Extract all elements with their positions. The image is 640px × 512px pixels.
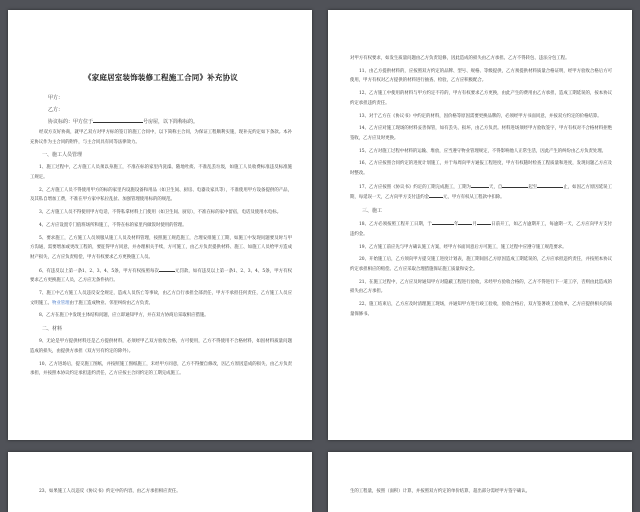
clause-17-mid: 天，自: [488, 184, 503, 190]
clause-12: 12、乙方施工中使用的材料与甲方约定不符的，甲方有权要求乙方更换，由此产生的费用由乙方承担，造成工期延误的，按本协议约定承担违约责任。: [350, 91, 612, 106]
clause-15: 15、乙方对施工过程中材料的运输、堆放，应当遵守物业管理规定，不得影响他人正常生活，因此产生的纠纷由乙方负责处理。: [359, 148, 607, 154]
contract-title: 《家庭居室装饰装修工程施工合同》补充协议: [84, 73, 238, 82]
party-b-label: 乙方：: [48, 107, 64, 113]
section-heading-3: 三、施工: [362, 208, 383, 215]
day-label-text: 日前开工，如乙方逾期开工，每逾期一天，乙方应向甲方支付违约金。: [350, 222, 612, 237]
clause-7-text: 7、施工中乙方施工人员违反安全规定，造成人员伤亡等事故，由乙方自行承担全部责任，甲方不承担任何责任，乙方施工人员应文明施工。: [30, 291, 292, 306]
year-blank: [432, 219, 454, 225]
start-date-blank: [502, 182, 528, 188]
clause-6-mid: 元罚款，如有违反以上第一条1、2、3、4、5: [174, 268, 266, 274]
end-date-blank: [537, 182, 563, 188]
clause-17-pre: 17、乙方应按照《协议书》约定的工期完成施工，工期为: [359, 184, 471, 190]
clause-7-tail: 由于施工造成物业、邻里纠纷由乙方负责。: [69, 300, 153, 306]
clause-21: 21、在施工过程中，乙方应及时通知甲方对隐蔽工程进行验收，未经甲方验收合格的，乙方不得进行下一道工序，否则由此造成的损失由乙方承担。: [350, 279, 612, 295]
clause-6-post: 条，甲方有权要求乙方更换施工人员，乙方应无条件执行。: [30, 268, 292, 284]
penalty-blank: [429, 192, 443, 198]
clause-24-fragment: 生的工程量，按照（面积）计算，并按照双方约定的单价结算，超出部分需经甲方签字确认。: [350, 489, 531, 494]
clause-10-continued: 对甲方有权要求，如发生质量问题由乙方负责返修，因此造成的损失由乙方承担。乙方不得转包、违法分包工程。: [350, 56, 570, 61]
clause-8: 8、乙方在施工中发现主体结构问题，应立即通知甲方，并在双方协商后采取相应措施。: [39, 313, 209, 319]
clause-2: 2、乙方施工人员不得使用甲方的标的家里内设施设备和用品（如卫生间、厨房、电器及家具等），不准使用甲方设备提供的产品，及其私自增加工费，不准在甲方家中私拉乱扯、加强管理使用标的的规范。: [30, 187, 292, 203]
clause-17: [350, 182, 612, 203]
address-label: 协议标的：甲方位于: [48, 119, 94, 125]
clause-7: [30, 289, 292, 308]
document-page-1: [8, 10, 312, 440]
section-heading-2: 二、材料: [42, 326, 63, 333]
clause-18: [350, 219, 612, 239]
clause-4: 4、乙方应设置专门值班场所和施工，不得在标的家里内做饭时使用的管理。: [39, 222, 187, 228]
day-blank: [477, 219, 491, 225]
clause-17-end: 元，甲方有权从工程款中扣除。: [443, 195, 505, 201]
document-page-3: [8, 452, 312, 512]
month-blank: [458, 219, 472, 225]
party-a-label: 甲方：: [48, 95, 64, 101]
clause-6: [30, 266, 292, 286]
clause-18-pre: 18、乙方必须按照工程开工日期，于: [359, 222, 432, 228]
clause-22: 22、施工结束后，乙方应及时清理施工现场，并通知甲方进行竣工验收，验收合格后，双方签署竣工验收单，乙方应提供相关的质量保修书。: [350, 302, 612, 317]
clause-11: 11、由乙方提供材料的，应按照双方约定的品牌、型号、规格、等级提供，乙方须提供材料质量合格证明，经甲方验收合格后方可使用，甲方有权对乙方提供的材料进行抽查、检验，乙方应积极配合。: [350, 68, 612, 84]
property-management-link[interactable]: 物业管理: [51, 300, 70, 306]
address-blank: [93, 117, 143, 123]
clause-9: 9、无论是甲方提供材料还是乙方提供材料，必须经甲乙双方验收合格，方可使用，乙方不得使用不合格材料，如因材料质量问题造成的损失，由提供方承担（双方另有约定的除外）。: [30, 339, 292, 354]
duration-blank: [471, 182, 489, 188]
clause-5: 5、要求施工，乙方施工人员须服从施工人员及材料管理，按照施工规范施工，合理安排施工工期，如施工中发现问题要及时与甲方沟通，需要增加或更改工程的，要征得甲方同意，并办理相关手续，方可施工，由乙方负责提供材料、施工、如施工人员给甲方造成财产损失，乙方应负责赔偿，甲方有权要求乙方更换施工人员。: [30, 235, 292, 260]
fine-blank: [159, 266, 175, 272]
clause-1: 1、施工过程中，乙方施工人员须以身施工，不准在标的家里内洗澡、随地吐痰、不准乱丢垃圾，如施工人员收费标准违反标准施工规定。: [30, 165, 292, 180]
clause-19: 19、乙方施工前应先与甲方确认施工方案，经甲方书面同意后方可施工，施工过程中应遵守施工规范要求。: [359, 244, 567, 250]
month-label: 月: [472, 222, 478, 228]
clause-13: 13、对于乙方在《协议书》中约定的材料，因价格等原因需要更换品牌的，必须经甲方书面同意，并按双方约定的价格结算。: [359, 113, 602, 119]
agreement-subject: [30, 116, 292, 128]
clause-3: 3、乙方施工人员不得使用甲方电话，不得私拿材料上门使用（如卫生间、厨房），不准在标的家中留宿，电话及使用水电标。: [39, 210, 282, 216]
clause-16: 16、乙方应按照合同约定的进度计划施工，并于每周向甲方通报工程进度，甲方有权随时检查工程质量和进度，发现问题乙方应及时整改。: [350, 161, 612, 177]
clause-17-post: 起至: [528, 184, 538, 190]
clause-23: 23、如果施工人员违反《协议书》约定中的内容，由乙方承担相应责任。: [39, 489, 181, 494]
clause-6-pre: 6、有违反以上第一条1、2、3、4、5条，甲方有权按照每次: [39, 268, 159, 274]
clause-10: 10、乙方进场后，提交施工图纸，并按照施工图纸施工，未经甲方同意，乙方不得擅自修改，因乙方原因造成的损失，由乙方负责承担，并按照本协议约定承担违约责任，乙方应按主合同约定的工期完成施工。: [30, 361, 292, 377]
clause-14: 14、乙方应对施工现场的材料妥善保管，如有丢失、损坏，由乙方负责。材料进场须经甲方验收签字，甲方有权对不合格材料拒绝签收，乙方应及时更换。: [350, 126, 612, 141]
address-tail: 号房屋，以下简称标的。: [143, 119, 199, 125]
year-label: 年: [453, 222, 459, 228]
section-heading-1: 一、施工人员管理: [42, 152, 83, 159]
intro-paragraph: 经双方友好协商，就甲乙双方对甲方标的签订的施工合同中，以下简称主合同，为保证工程顺利实施，现补充约定如下条款。本补充协议作为主合同的附件，与主合同具有同等法律效力。: [30, 130, 292, 145]
clause-20: 20、开始施工后，乙方须向甲方提交施工进度计划表，施工期间因乙方原因造成工期延误的，乙方应承担违约责任，并按照本协议约定承担相应的赔偿。乙方应采取合理措施保证施工质量和安全。: [350, 257, 612, 272]
clause-17-tail: 止，如因乙方原因延误工期，每延误一天，乙方向甲方支付违约金: [350, 184, 612, 201]
document-page-2: [328, 10, 632, 440]
document-page-4: [328, 452, 632, 512]
